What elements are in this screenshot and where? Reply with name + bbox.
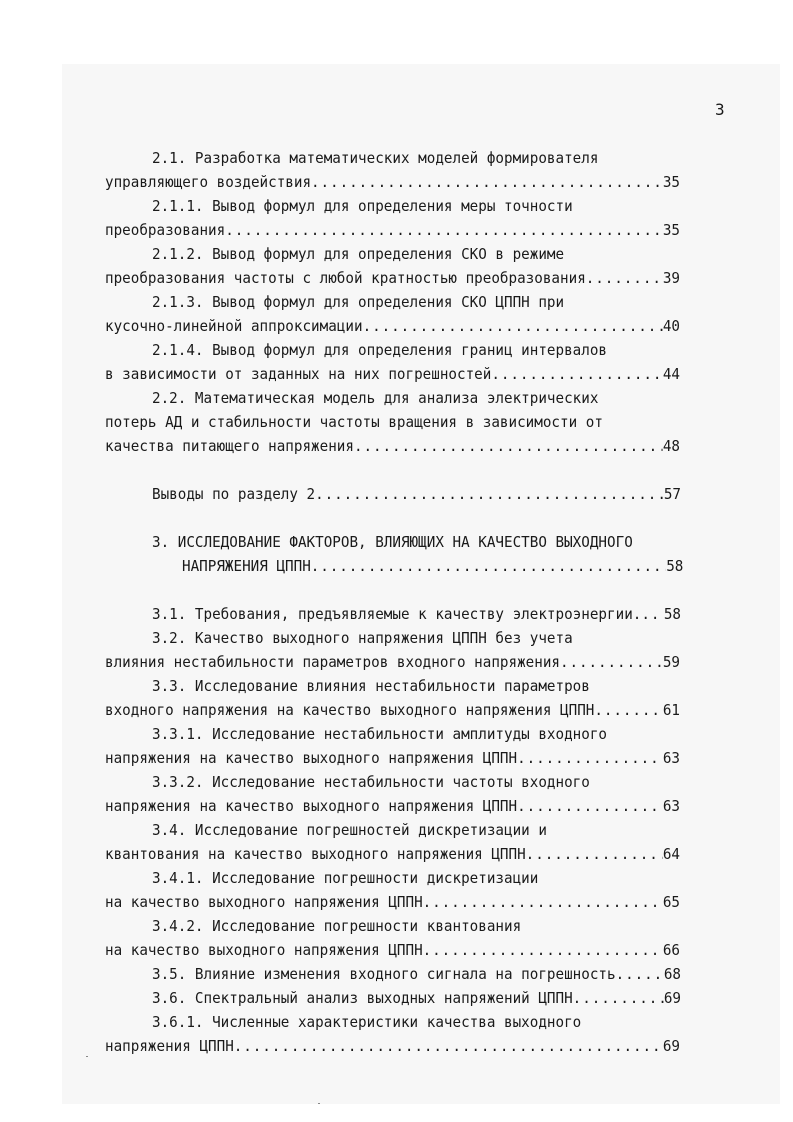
toc-entry-3-2-continuation [105,651,680,673]
toc-entry-2-1-4-continuation [105,363,680,385]
dot-leader [423,891,663,913]
dot-leader [616,963,664,985]
toc-entry-3-3-2-title: 3.3.2. Исследование нестабильности частоты входного [152,773,590,791]
toc-entry-2-1-1-page: 35 [662,221,680,239]
toc-entry-3-3-continuation [105,699,680,721]
toc-entry-2-1-2-text: преобразования частоты с любой кратностью преобразования [105,269,586,287]
toc-entry-3-3-1-page: 63 [662,749,680,767]
toc-entry-conclusions-2-text: Выводы по разделу 2 [152,485,316,503]
dot-leader [423,939,663,961]
toc-entry-2-1-3-text: кусочно-линейной аппроксимации [105,317,363,335]
dot-leader [641,603,663,625]
dot-leader [560,651,663,673]
toc-entry-3-4-2-continuation [105,939,680,961]
toc-entry-2-2-page: 48 [662,437,680,455]
toc-entry-3-4-2-title: 3.4.2. Исследование погрешности квантования [152,917,522,935]
toc-entry-3-2-page: 59 [662,653,680,671]
toc-entry-3-5-page: 68 [663,965,681,983]
toc-entry-3-6-text: 3.6. Спектральный анализ выходных напряжений ЦППН [152,989,573,1007]
toc-entry-3-title: 3. ИССЛЕДОВАНИЕ ФАКТОРОВ, ВЛИЯЮЩИХ НА КАЧЕСТВО ВЫХОДНОГО [152,533,633,551]
toc-entry-3-3-text: входного напряжения на качество выходного напряжения ЦППН [105,701,595,719]
toc-entry-3-6-1-text: напряжения ЦППН [105,1037,234,1055]
toc-entry-3-6-1-title: 3.6.1. Численные характеристики качества выходного [152,1013,582,1031]
toc-entry-2-1-1-text: преобразования [105,221,226,239]
toc-entry-2-2-title: 2.2. Математическая модель для анализа электрических [152,389,599,407]
toc-entry-2-1-1-title: 2.1.1. Вывод формул для определения меры точности [152,197,573,215]
toc-entry-3-page: 58 [666,557,684,575]
toc-entry-3-4-page: 64 [662,845,680,863]
toc-entry-3-continuation [182,555,683,577]
toc-entry-3-1-page: 58 [663,605,681,623]
toc-entry-2-1-page: 35 [662,173,680,191]
dot-leader [491,363,662,385]
toc-entry-3-4-1-text: на качество выходного напряжения ЦППН [105,893,423,911]
toc-entry-3-3-1-continuation [105,747,680,769]
toc-entry-3-text: НАПРЯЖЕНИЯ ЦППН [182,557,311,575]
toc-entry-2-1-4-text: в зависимости от заданных на них погрешностей [105,365,492,383]
toc-entry-3-4-title: 3.4. Исследование погрешностей дискретизации и [152,821,547,839]
toc-entry-2-1-1-continuation [105,219,680,241]
dot-leader [315,483,664,505]
toc-entry-3-6 [152,987,681,1009]
toc-entry-3-2-title: 3.2. Качество выходного напряжения ЦППН без учета [152,629,573,647]
toc-entry-2-2-text: качества питающего напряжения [105,437,354,455]
dot-leader [354,435,663,457]
toc-entry-3-3-title: 3.3. Исследование влияния нестабильности параметров [152,677,590,695]
toc-entry-3-1 [152,603,681,625]
toc-entry-3-3-1-text: напряжения на качество выходного напряжения ЦППН [105,749,518,767]
scan-speck [86,1056,88,1057]
toc-entry-2-1-2-continuation [105,267,680,289]
toc-entry-3-6-page: 69 [663,989,681,1007]
toc-entry-conclusions-2-page: 57 [663,485,681,503]
toc-entry-3-4-1-continuation [105,891,680,913]
toc-entry-3-3-page: 61 [662,701,680,719]
toc-entry-3-2-text: влияния нестабильности параметров входного напряжения [105,653,561,671]
toc-entry-3-4-continuation [105,843,680,865]
toc-entry-3-4-1-title: 3.4.1. Исследование погрешности дискретизации [152,869,539,887]
toc-entry-2-1-4-title: 2.1.4. Вывод формул для определения границ интервалов [152,341,608,359]
toc-entry-3-6-1-continuation [105,1035,680,1057]
toc-entry-2-2-continuation [105,435,680,457]
toc-entry-2-1-3-page: 40 [662,317,680,335]
toc-entry-2-1-3-continuation [105,315,680,337]
dot-leader [526,843,663,865]
toc-entry-3-4-2-page: 66 [662,941,680,959]
dot-leader [234,1035,663,1057]
toc-entry-3-5-text: 3.5. Влияние изменения входного сигнала на погрешность [152,965,616,983]
dot-leader [594,699,662,721]
toc-entry-3-4-2-text: на качество выходного напряжения ЦППН [105,941,423,959]
dot-leader [517,747,663,769]
dot-leader [586,267,663,289]
dot-leader [573,987,664,1009]
toc-entry-2-1-2-page: 39 [662,269,680,287]
toc-entry-conclusions-2 [152,483,681,505]
dot-leader [225,219,663,241]
page-number: 3 [715,100,725,119]
dot-leader [311,171,663,193]
toc-entry-3-4-text: квантования на качество выходного напряжения ЦППН [105,845,526,863]
toc-entry-2-2-line2: потерь АД и стабильности частоты вращения в зависимости от [105,413,603,431]
toc-entry-3-3-1-title: 3.3.1. Исследование нестабильности амплитуды входного [152,725,608,743]
toc-entry-2-1-3-title: 2.1.3. Вывод формул для определения СКО ЦППН при [152,293,565,311]
toc-entry-3-5 [152,963,681,985]
dot-leader [311,555,666,577]
toc-entry-3-3-2-text: напряжения на качество выходного напряжения ЦППН [105,797,518,815]
toc-entry-3-3-2-continuation [105,795,680,817]
dot-leader [363,315,663,337]
scan-speck [318,1103,320,1104]
toc-entry-2-1-2-title: 2.1.2. Вывод формул для определения СКО в режиме [152,245,565,263]
toc-entry-2-1-continuation [105,171,680,193]
toc-entry-3-3-2-page: 63 [662,797,680,815]
toc-entry-3-1-text: 3.1. Требования, предъявляемые к качеству электроэнергии. [152,605,642,623]
toc-entry-2-1-text: управляющего воздействия [105,173,312,191]
toc-entry-3-4-1-page: 65 [662,893,680,911]
toc-entry-2-1-4-page: 44 [662,365,680,383]
dot-leader [517,795,663,817]
toc-entry-3-6-1-page: 69 [662,1037,680,1055]
toc-entry-2-1-title: 2.1. Разработка математических моделей формирователя [152,149,599,167]
